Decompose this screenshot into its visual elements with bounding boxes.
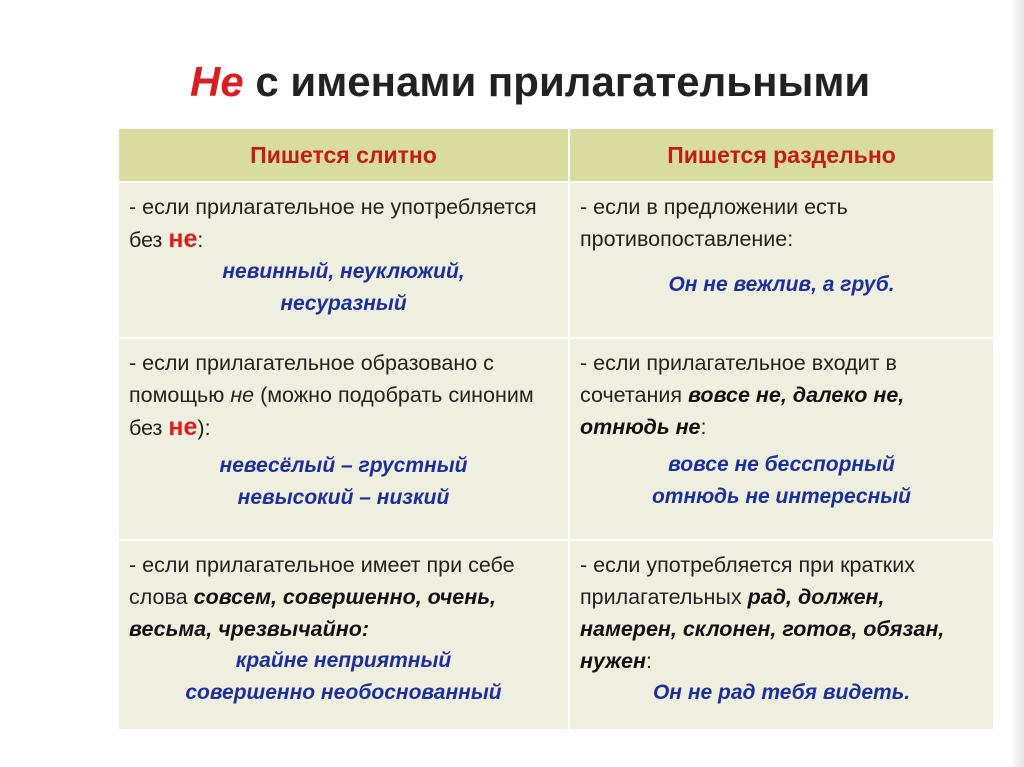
keywords: совсем, совершенно, очень, весьма, чрезвычайно:	[129, 585, 496, 641]
cell-fused-rule-1	[118, 182, 569, 338]
highlight-ne: не	[168, 413, 198, 441]
keywords: вовсе не, далеко не, отнюдь не	[580, 383, 905, 439]
italic-ne: не	[230, 383, 255, 407]
rule-text-end: :	[645, 649, 652, 673]
title-ne: Не	[190, 58, 244, 105]
table-row	[118, 338, 994, 540]
example-line: вовсе не бесспорный	[668, 453, 895, 476]
cell-separate-rule-2	[569, 338, 994, 540]
header-fused: Пишется слитно	[118, 128, 569, 182]
title-rest: с именами прилагательными	[243, 58, 871, 105]
example-line: крайне неприятный	[235, 649, 452, 672]
cell-separate-rule-3	[569, 540, 994, 730]
rule-text-end: :	[700, 415, 707, 439]
table-header-row	[118, 128, 994, 182]
example-line: отнюдь не интересный	[651, 485, 912, 508]
rule-text: - если в предложении есть противопоставление:	[580, 195, 848, 251]
slide-edge-shadow	[1010, 0, 1024, 767]
rule-text-end: ):	[197, 416, 211, 440]
rule-text: - если прилагательное имеет при себе слова	[129, 553, 515, 609]
rule-text-mid: (можно подобрать синоним без	[129, 383, 534, 440]
header-separate: Пишется раздельно	[569, 128, 994, 182]
rule-text: - если прилагательное входит в сочетания	[580, 351, 897, 407]
rules-table	[117, 127, 995, 731]
rule-text: - если употребляется при кратких прилагательных	[580, 553, 915, 609]
example-line: совершенно необоснованный	[185, 681, 502, 704]
table-row	[118, 540, 994, 730]
example-line: невесёлый – грустный	[219, 454, 468, 477]
page-title	[190, 58, 870, 106]
example-line: Он не рад тебя видеть.	[652, 681, 911, 704]
example-line: Он не вежлив, а груб.	[668, 273, 895, 296]
rule-text: - если прилагательное не употребляется без	[129, 195, 537, 252]
keywords: рад, должен, намерен, склонен, готов, обязан, нужен	[580, 585, 945, 673]
cell-fused-rule-3	[118, 540, 569, 730]
highlight-ne: не	[168, 225, 198, 253]
table-row	[118, 182, 994, 338]
example-line: несуразный	[280, 292, 407, 315]
example-line: невысокий – низкий	[237, 486, 450, 509]
example-line: невинный, неуклюжий,	[222, 260, 465, 283]
cell-fused-rule-2	[118, 338, 569, 540]
rule-text-end: :	[197, 228, 204, 252]
cell-separate-rule-1	[569, 182, 994, 338]
rule-text: - если прилагательное образовано с помощью	[129, 351, 494, 407]
